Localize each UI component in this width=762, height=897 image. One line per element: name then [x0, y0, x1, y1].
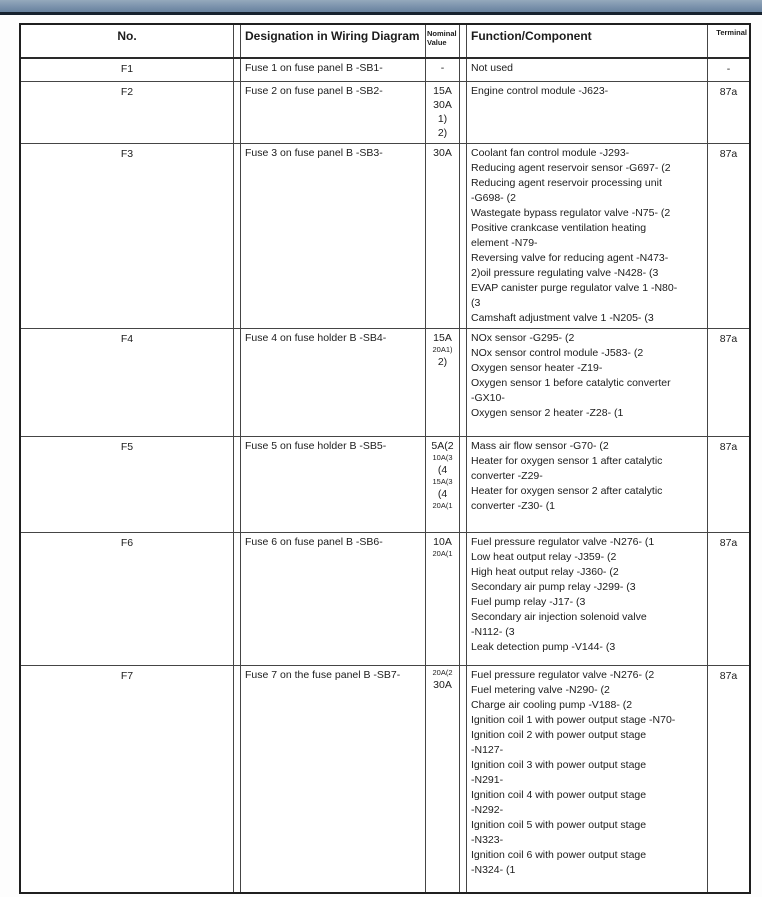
column-divider: [460, 59, 467, 81]
function-component-line: Ignition coil 5 with power output stage: [471, 819, 647, 831]
terminal-value: 87a: [719, 333, 738, 345]
fuse-number: F6: [21, 533, 234, 665]
table-row: [21, 59, 749, 82]
table-row: [21, 533, 749, 666]
column-divider: [234, 329, 241, 436]
nominal-value: [426, 437, 460, 532]
function-component: [467, 437, 708, 532]
function-component-line: converter -Z30- (1: [471, 500, 556, 512]
function-component-line: Charge air cooling pump -V188- (2: [471, 699, 633, 711]
nominal-value-line: 10A: [433, 536, 452, 548]
function-component-line: Ignition coil 3 with power output stage: [471, 759, 647, 771]
column-divider: [460, 25, 467, 57]
nominal-value: [426, 329, 460, 436]
column-divider: [234, 59, 241, 81]
terminal-value: -: [726, 63, 731, 75]
function-component-line: Oxygen sensor 1 before catalytic converter: [471, 377, 671, 389]
column-divider: [234, 533, 241, 665]
function-component-line: converter -Z29-: [471, 470, 543, 482]
nominal-value-line: (4: [437, 464, 448, 476]
terminal-value: 87a: [719, 86, 738, 98]
nominal-value-line: 20A(1: [432, 501, 453, 510]
function-component-line: Oxygen sensor heater -Z19-: [471, 362, 603, 374]
function-component-line: Fuel pressure regulator valve -N276- (1: [471, 536, 655, 548]
function-component: [467, 666, 708, 892]
function-component-line: Fuel metering valve -N290- (2: [471, 684, 610, 696]
fuse-designation: [241, 82, 426, 143]
function-component-line: Wastegate bypass regulator valve -N75- (2: [471, 207, 671, 219]
nominal-value-line: 20A(2: [432, 668, 453, 677]
header-nominal-value: [426, 25, 460, 57]
column-divider: [234, 666, 241, 892]
function-component-line: 2)oil pressure regulating valve -N428- (3: [471, 267, 659, 279]
column-divider: [460, 666, 467, 892]
header-row: [21, 25, 749, 59]
fuse-designation-text: Fuse 6 on fuse panel B -SB6-: [245, 536, 383, 548]
table-row: [21, 437, 749, 533]
function-component-line: Ignition coil 2 with power output stage: [471, 729, 647, 741]
function-component-line: Secondary air injection solenoid valve: [471, 611, 647, 623]
function-component-line: -N324- (1: [471, 864, 516, 876]
nominal-value: [426, 144, 460, 328]
function-component: [467, 533, 708, 665]
column-divider: [234, 144, 241, 328]
fuse-number: F2: [21, 82, 234, 143]
table-header: [21, 25, 749, 59]
column-divider: [460, 437, 467, 532]
function-component-line: Mass air flow sensor -G70- (2: [471, 440, 609, 452]
table-row: [21, 82, 749, 144]
table-row: [21, 666, 749, 892]
function-component: [467, 144, 708, 328]
fuse-assignment-table: [19, 23, 751, 894]
nominal-value-line: 15A(3: [432, 477, 453, 486]
fuse-designation: [241, 59, 426, 81]
header-nominal-line1: Nominal: [427, 29, 457, 38]
nominal-value-line: 5A(2: [431, 440, 454, 452]
column-divider: [460, 144, 467, 328]
function-component-line: Reversing valve for reducing agent -N473-: [471, 252, 669, 264]
fuse-number: F4: [21, 329, 234, 436]
column-divider: [460, 533, 467, 665]
fuse-designation: [241, 533, 426, 665]
header-function-component: Function/Component: [467, 25, 708, 57]
terminal-value: 87a: [719, 670, 738, 682]
nominal-value-line: 1): [437, 113, 448, 125]
function-component-line: -N292-: [471, 804, 504, 816]
function-component-line: Reducing agent reservoir processing unit: [471, 177, 662, 189]
function-component-line: NOx sensor -G295- (2: [471, 332, 575, 344]
function-component-line: -G698- (2: [471, 192, 516, 204]
function-component-line: Camshaft adjustment valve 1 -N205- (3: [471, 312, 654, 324]
nominal-value-line: 15A: [433, 332, 452, 344]
function-component-line: Leak detection pump -V144- (3: [471, 641, 616, 653]
function-component-line: Heater for oxygen sensor 2 after catalytic: [471, 485, 663, 497]
header-terminal: Terminal: [716, 28, 747, 37]
column-divider: [234, 437, 241, 532]
function-component-line: Coolant fan control module -J293-: [471, 147, 630, 159]
fuse-designation: [241, 666, 426, 892]
column-divider: [460, 82, 467, 143]
column-divider: [234, 25, 241, 57]
function-component-line: Fuel pump relay -J17- (3: [471, 596, 586, 608]
fuse-designation-text: Fuse 2 on fuse panel B -SB2-: [245, 85, 383, 97]
nominal-value-line: 20A(1: [432, 549, 453, 558]
fuse-designation-text: Fuse 7 on the fuse panel B -SB7-: [245, 669, 401, 681]
terminal-value: 87a: [719, 537, 738, 549]
table-row: [21, 329, 749, 437]
fuse-designation-text: Fuse 4 on fuse holder B -SB4-: [245, 332, 387, 344]
nominal-value-line: 30A: [433, 99, 452, 111]
function-component: [467, 59, 708, 81]
header-designation: Designation in Wiring Diagram: [241, 25, 426, 57]
function-component-line: Not used: [471, 62, 514, 74]
function-component: [467, 329, 708, 436]
fuse-number: F7: [21, 666, 234, 892]
function-component-line: Engine control module -J623-: [471, 85, 609, 97]
nominal-value-line: 30A: [433, 147, 452, 159]
fuse-designation: [241, 329, 426, 436]
nominal-value-line: (4: [437, 488, 448, 500]
nominal-value-line: 30A: [433, 679, 452, 691]
function-component-line: Fuel pressure regulator valve -N276- (2: [471, 669, 655, 681]
page-header-bar: [0, 0, 762, 15]
function-component-line: -GX10-: [471, 392, 505, 404]
nominal-value-line: -: [440, 62, 445, 74]
function-component-line: (3: [471, 297, 481, 309]
function-component-line: NOx sensor control module -J583- (2: [471, 347, 644, 359]
function-component-line: Oxygen sensor 2 heater -Z28- (1: [471, 407, 624, 419]
function-component: [467, 82, 708, 143]
function-component-line: Secondary air pump relay -J299- (3: [471, 581, 636, 593]
function-component-line: Heater for oxygen sensor 1 after catalytic: [471, 455, 663, 467]
function-component-line: -N112- (3: [471, 626, 515, 638]
fuse-designation-text: Fuse 5 on fuse holder B -SB5-: [245, 440, 387, 452]
column-divider: [460, 329, 467, 436]
nominal-value: [426, 666, 460, 892]
function-component-line: EVAP canister purge regulator valve 1 -N80-: [471, 282, 678, 294]
fuse-designation-text: Fuse 1 on fuse panel B -SB1-: [245, 62, 383, 74]
header-nominal-line2: Value: [427, 38, 447, 47]
nominal-value: [426, 533, 460, 665]
nominal-value: [426, 82, 460, 143]
function-component-line: element -N79-: [471, 237, 538, 249]
nominal-value-line: 2): [437, 127, 448, 139]
terminal-value: 87a: [719, 441, 738, 453]
nominal-value: [426, 59, 460, 81]
header-no: No.: [21, 25, 234, 57]
nominal-value-line: 10A(3: [432, 453, 453, 462]
fuse-designation-text: Fuse 3 on fuse panel B -SB3-: [245, 147, 383, 159]
nominal-value-line: 15A: [433, 85, 452, 97]
function-component-line: Ignition coil 6 with power output stage: [471, 849, 647, 861]
function-component-line: High heat output relay -J360- (2: [471, 566, 619, 578]
function-component-line: -N291-: [471, 774, 504, 786]
function-component-line: -N323-: [471, 834, 504, 846]
function-component-line: Ignition coil 4 with power output stage: [471, 789, 647, 801]
table-body: [21, 59, 749, 892]
fuse-number: F3: [21, 144, 234, 328]
fuse-designation: [241, 144, 426, 328]
function-component-line: Positive crankcase ventilation heating: [471, 222, 647, 234]
fuse-number: F1: [21, 59, 234, 81]
function-component-line: Ignition coil 1 with power output stage -N70-: [471, 714, 676, 726]
nominal-value-line: 20A1): [432, 345, 453, 354]
function-component-line: -N127-: [471, 744, 504, 756]
function-component-line: Reducing agent reservoir sensor -G697- (2: [471, 162, 671, 174]
terminal-value: 87a: [719, 148, 738, 160]
nominal-value-line: 2): [437, 356, 448, 368]
function-component-line: Low heat output relay -J359- (2: [471, 551, 617, 563]
table-row: [21, 144, 749, 329]
column-divider: [234, 82, 241, 143]
fuse-number: F5: [21, 437, 234, 532]
fuse-designation: [241, 437, 426, 532]
